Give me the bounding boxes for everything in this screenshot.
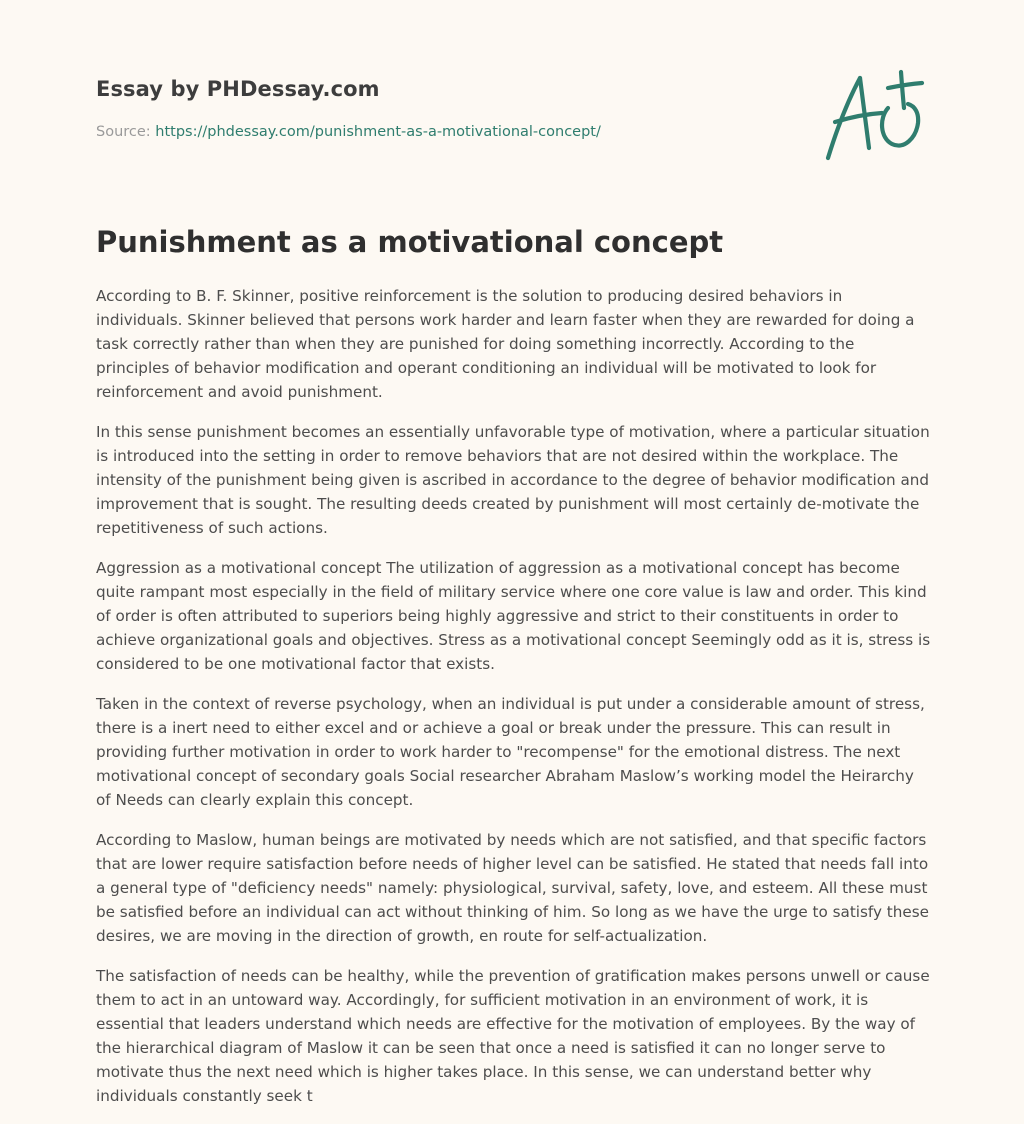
essay-paragraph: Aggression as a motivational concept The utilization of aggression as a motivational concept has become quite rampant most especially in the field of military service where one core value is law and order. This kind of order is often attributed to superiors being highly aggressive and strict to their constituents in order to achieve organizational goals and objectives. Stress as a motivational concept Seemingly odd as it is, stress is considered to be one motivational factor that exists. bbox=[96, 559, 931, 673]
essay-paragraph: According to Maslow, human beings are motivated by needs which are not satisfied, and that specific factors that are lower require satisfaction before needs of higher level can be satisfied. He stated that needs fall into a general type of "deficiency needs" namely: physiological, survival, safety, love, and esteem. All these must be satisfied before an individual can act without thinking of him. So long as we have the urge to satisfy these desires, we are moving in the direction of growth, en route for self-actualization. bbox=[96, 831, 929, 945]
a-plus-grade-icon bbox=[822, 66, 926, 166]
essay-paragraph: According to B. F. Skinner, positive reinforcement is the solution to producing desired behaviors in individuals. Skinner believed that persons work harder and learn faster when they are rewarded for doing a task correctly rather than when they are punished for doing something incorrectly. According to the principles of behavior modification and operant conditioning an individual will be motivated to look for reinforcement and avoid punishment. bbox=[96, 287, 915, 401]
essay-page bbox=[96, 0, 932, 1105]
source-link[interactable]: https://phdessay.com/punishment-as-a-motivational-concept/ bbox=[155, 124, 601, 140]
site-header bbox=[96, 0, 932, 200]
source-line bbox=[96, 124, 601, 140]
essay-paragraph: In this sense punishment becomes an essentially unfavorable type of motivation, where a particular situation is introduced into the setting in order to remove behaviors that are not desired within the workplace. The intensity of the punishment being given is ascribed in accordance to the degree of behavior modification and improvement that is sought. The resulting deeds created by punishment will most certainly de-motivate the repetitiveness of such actions. bbox=[96, 423, 930, 537]
site-brand: Essay by PHDessay.com bbox=[96, 77, 380, 101]
source-label: Source: bbox=[96, 124, 151, 140]
essay-title: Punishment as a motivational concept bbox=[96, 225, 724, 259]
essay-paragraph: Taken in the context of reverse psychology, when an individual is put under a considerable amount of stress, there is a inert need to either excel and or achieve a goal or break under the pressure. This can result in providing further motivation in order to work harder to "recompense" for the emotional distress. The next motivational concept of secondary goals Social researcher Abraham Maslow’s working model the Heirarchy of Needs can clearly explain this concept. bbox=[96, 695, 925, 809]
essay-body bbox=[96, 284, 932, 1124]
essay-paragraph: The satisfaction of needs can be healthy, while the prevention of gratification makes persons unwell or cause them to act in an untoward way. Accordingly, for sufficient motivation in an environment of work, it is essential that leaders understand which needs are effective for the motivation of employees. By the way of the hierarchical diagram of Maslow it can be seen that once a need is satisfied it can no longer serve to motivate thus the next need which is higher takes place. In this sense, we can understand better why individuals constantly seek t bbox=[96, 967, 930, 1105]
